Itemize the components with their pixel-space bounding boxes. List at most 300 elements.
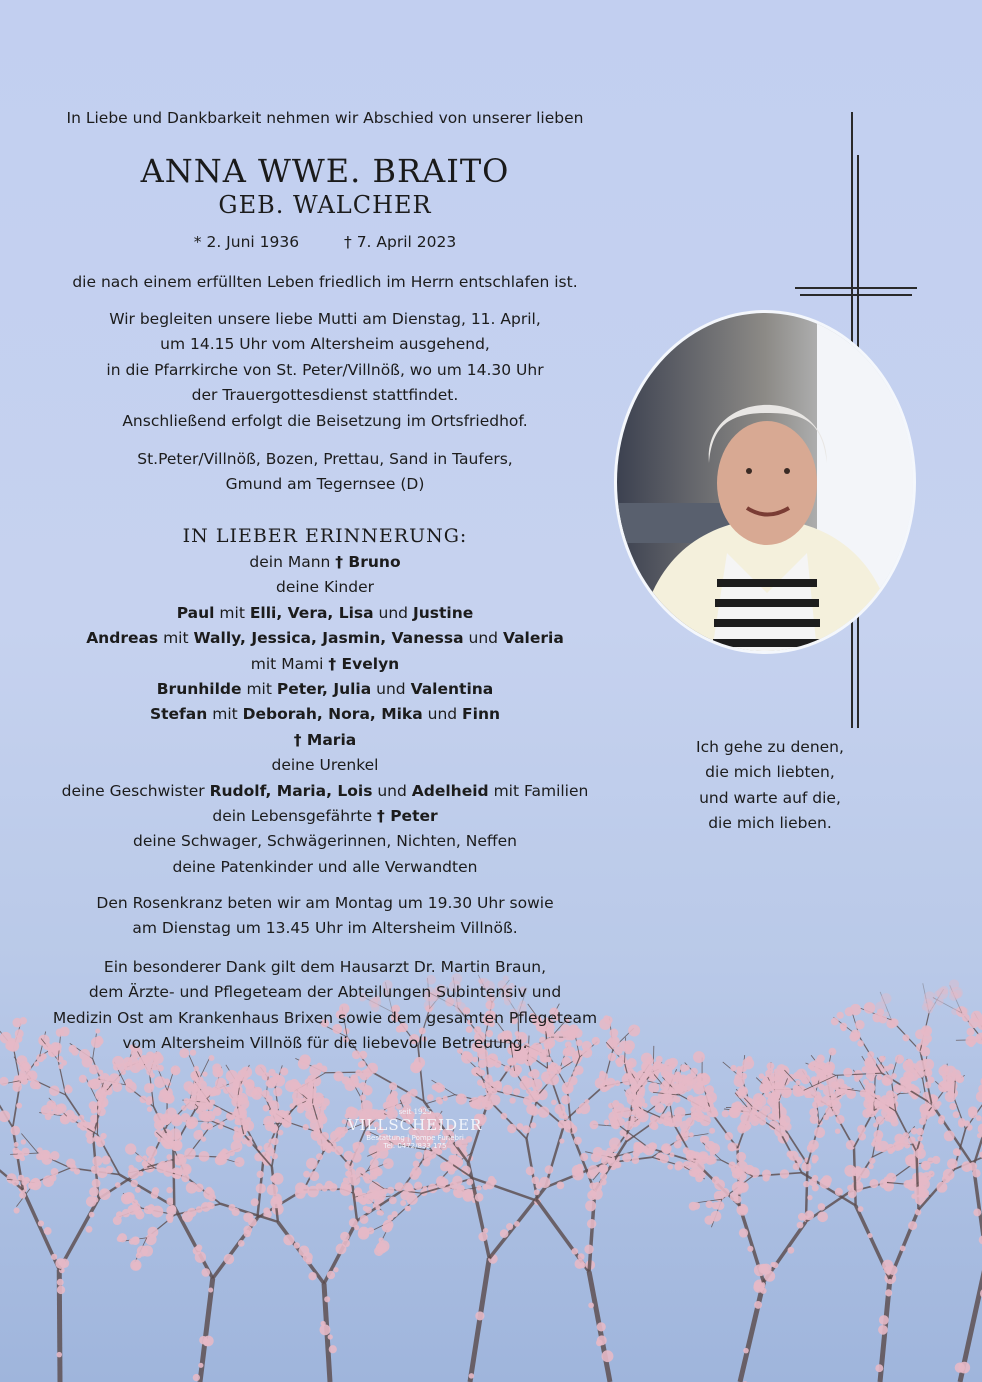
blossom bbox=[125, 1143, 136, 1154]
blossom bbox=[212, 1063, 221, 1072]
blossom bbox=[238, 1240, 245, 1247]
family-line: deine Geschwister Rudolf, Maria, Lois und Adelheid mit Familien bbox=[61, 781, 589, 800]
blossom bbox=[736, 1071, 741, 1076]
blossom bbox=[494, 1060, 502, 1068]
blossom bbox=[320, 1132, 329, 1141]
family-line: dein Mann † Bruno bbox=[249, 553, 401, 571]
blossom bbox=[494, 1080, 502, 1088]
blossom bbox=[387, 1187, 394, 1194]
blossom bbox=[343, 1177, 348, 1182]
blossom bbox=[415, 1152, 423, 1160]
blossom bbox=[164, 1078, 170, 1084]
blossom bbox=[712, 1176, 720, 1184]
blossom bbox=[358, 1061, 364, 1067]
blossom bbox=[172, 1140, 183, 1151]
blossom bbox=[374, 1186, 385, 1197]
blossom bbox=[704, 1106, 710, 1112]
blossom bbox=[301, 1084, 307, 1090]
blossom bbox=[891, 1119, 899, 1127]
blossom bbox=[837, 1012, 844, 1019]
blossom bbox=[200, 1088, 210, 1098]
blossom bbox=[609, 1137, 621, 1149]
blossom bbox=[305, 1087, 316, 1098]
blossom bbox=[580, 1262, 586, 1268]
blossom bbox=[848, 1189, 857, 1198]
blossom bbox=[95, 1089, 107, 1101]
blossom bbox=[779, 1115, 790, 1126]
blossom bbox=[377, 1210, 382, 1215]
blossom bbox=[975, 1033, 982, 1045]
blossom bbox=[572, 1165, 584, 1177]
blossom bbox=[574, 1137, 582, 1145]
blossom bbox=[12, 1179, 19, 1186]
blossom bbox=[662, 1145, 671, 1154]
blossom bbox=[609, 1036, 620, 1047]
blossom bbox=[888, 1064, 894, 1070]
blossom bbox=[868, 1164, 873, 1169]
portrait-illustration bbox=[617, 313, 913, 651]
blossom bbox=[921, 1025, 932, 1036]
blossom bbox=[138, 1171, 143, 1176]
blossom bbox=[406, 1184, 413, 1191]
blossom bbox=[807, 1195, 812, 1200]
blossom bbox=[125, 1079, 133, 1087]
blossom bbox=[197, 1130, 202, 1135]
blossom bbox=[622, 1153, 631, 1162]
blossom bbox=[938, 1066, 949, 1077]
blossom bbox=[832, 1081, 839, 1088]
blossom bbox=[92, 1156, 102, 1166]
blossom bbox=[131, 1236, 140, 1245]
blossom bbox=[689, 1202, 698, 1211]
blossom bbox=[20, 1017, 27, 1024]
blossom bbox=[128, 1167, 140, 1179]
branch bbox=[753, 1173, 802, 1176]
blossom bbox=[943, 1169, 955, 1181]
blossom bbox=[410, 1170, 420, 1180]
blossom bbox=[303, 1124, 309, 1130]
blossom bbox=[181, 1105, 187, 1111]
blossom bbox=[202, 1071, 207, 1076]
quote-line: und warte auf die, bbox=[699, 788, 841, 807]
branch bbox=[740, 1282, 764, 1382]
funeral-info bbox=[40, 307, 610, 434]
blossom bbox=[215, 1078, 227, 1090]
blossom bbox=[93, 1197, 99, 1203]
blossom bbox=[932, 1156, 940, 1164]
blossom bbox=[928, 1171, 935, 1178]
intro-text: In Liebe und Dankbarkeit nehmen wir Abschied von unserer lieben bbox=[66, 109, 584, 127]
blossom bbox=[256, 1183, 266, 1193]
blossom bbox=[860, 1089, 868, 1097]
funeral-line: Anschließend erfolgt die Beisetzung im Ortsfriedhof. bbox=[122, 411, 528, 430]
blossom bbox=[257, 1171, 264, 1178]
blossom bbox=[780, 1169, 789, 1178]
blossom bbox=[200, 1111, 211, 1122]
blossom bbox=[266, 1079, 276, 1089]
blossom bbox=[450, 1181, 458, 1189]
blossom bbox=[526, 1166, 535, 1175]
blossom bbox=[113, 1216, 122, 1225]
blossom bbox=[298, 1058, 310, 1070]
blossom bbox=[725, 1132, 733, 1140]
blossom bbox=[193, 1374, 200, 1381]
blossom bbox=[867, 1233, 872, 1238]
blossom bbox=[900, 1246, 906, 1252]
blossom bbox=[684, 1065, 690, 1071]
blossom bbox=[752, 1105, 758, 1111]
blossom bbox=[360, 1215, 369, 1224]
blossom bbox=[812, 1155, 819, 1162]
blossom bbox=[859, 1168, 870, 1179]
blossom bbox=[193, 1076, 198, 1081]
blossom bbox=[926, 1007, 933, 1014]
blossom bbox=[349, 1174, 361, 1186]
blossom bbox=[705, 1092, 717, 1104]
life-dates bbox=[40, 233, 610, 251]
blossom bbox=[788, 1247, 795, 1254]
blossom bbox=[151, 1062, 159, 1070]
blossom bbox=[118, 1233, 127, 1242]
blossom bbox=[199, 1151, 210, 1162]
blossom bbox=[469, 1373, 475, 1379]
blossom bbox=[903, 1132, 910, 1139]
blossom bbox=[968, 1162, 977, 1171]
blossom bbox=[89, 1101, 98, 1110]
blossom bbox=[15, 1029, 24, 1038]
blossom bbox=[559, 1138, 564, 1143]
blossom bbox=[316, 1108, 324, 1116]
blossom bbox=[949, 1103, 956, 1110]
blossom bbox=[62, 1113, 69, 1120]
blossom bbox=[955, 1150, 961, 1156]
blossom bbox=[916, 1128, 924, 1136]
blossom bbox=[649, 1121, 657, 1129]
blossom bbox=[745, 1165, 755, 1175]
blossom bbox=[154, 1120, 164, 1130]
blossom bbox=[915, 1148, 926, 1159]
death-date: † 7. April 2023 bbox=[344, 233, 457, 251]
blossom bbox=[934, 991, 940, 997]
blossom bbox=[51, 1168, 59, 1176]
blossom bbox=[506, 1223, 513, 1230]
blossom bbox=[924, 1069, 931, 1076]
blossom bbox=[910, 1181, 917, 1188]
thanks-line: Ein besonderer Dank gilt dem Hausarzt Dr. Martin Braun, bbox=[103, 958, 547, 976]
blossom bbox=[705, 1141, 716, 1152]
blossom bbox=[869, 1179, 878, 1188]
blossom bbox=[236, 1107, 247, 1118]
blossom bbox=[921, 1110, 931, 1120]
blossom bbox=[74, 1116, 79, 1121]
blossom bbox=[967, 1028, 975, 1036]
blossom bbox=[829, 1048, 837, 1056]
blossom bbox=[365, 1089, 371, 1095]
blossom bbox=[736, 1171, 746, 1181]
blossom bbox=[196, 1206, 203, 1213]
blossom bbox=[545, 1165, 554, 1174]
blossom bbox=[772, 1262, 778, 1268]
blossom bbox=[546, 1057, 552, 1063]
blossom bbox=[142, 1155, 147, 1160]
blossom bbox=[597, 1322, 606, 1331]
blossom bbox=[36, 1153, 43, 1160]
blossom bbox=[754, 1301, 762, 1309]
blossom bbox=[593, 1182, 602, 1191]
family-line: deine Kinder bbox=[275, 578, 374, 597]
blossom bbox=[147, 1227, 158, 1238]
blossom bbox=[171, 1065, 181, 1075]
quote-line: Ich gehe zu denen, bbox=[696, 738, 844, 756]
blossom bbox=[376, 1243, 387, 1254]
blossom bbox=[171, 1114, 181, 1124]
funeral-line: der Trauergottesdienst stattfindet. bbox=[191, 386, 459, 405]
blossom bbox=[273, 1087, 282, 1096]
blossom bbox=[833, 1108, 840, 1115]
blossom bbox=[735, 1101, 741, 1107]
blossom bbox=[530, 1122, 536, 1128]
blossom bbox=[874, 1098, 886, 1110]
blossom bbox=[854, 1076, 860, 1082]
blossom bbox=[840, 1084, 848, 1092]
blossom bbox=[101, 1188, 106, 1193]
blossom bbox=[675, 1161, 684, 1170]
quote-line: die mich lieben. bbox=[708, 814, 832, 833]
blossom bbox=[940, 986, 949, 995]
blossom bbox=[243, 1125, 249, 1131]
blossom bbox=[729, 1108, 739, 1118]
blossom bbox=[640, 1078, 648, 1086]
family-line: deine Patenkinder und alle Verwandten bbox=[172, 857, 478, 876]
blossom bbox=[866, 1106, 877, 1117]
thanks-line: Medizin Ost am Krankenhaus Brixen sowie dem gesamten Pflegeteam bbox=[52, 1008, 598, 1027]
blossom bbox=[818, 1084, 824, 1090]
blossom bbox=[667, 1164, 673, 1170]
blossom bbox=[16, 1103, 22, 1109]
blossom bbox=[271, 1138, 278, 1145]
blossom bbox=[531, 1177, 539, 1185]
blossom bbox=[375, 1205, 380, 1210]
maiden-name: GEB. WALCHER bbox=[218, 191, 432, 219]
blossom bbox=[436, 1097, 442, 1103]
places-line: Gmund am Tegernsee (D) bbox=[225, 475, 425, 494]
blossom bbox=[509, 1067, 520, 1078]
blossom bbox=[895, 1054, 904, 1063]
blossom bbox=[201, 1202, 211, 1212]
blossom bbox=[595, 1078, 606, 1089]
blossom bbox=[248, 1214, 253, 1219]
blossom bbox=[206, 1187, 213, 1194]
blossom bbox=[106, 1076, 113, 1083]
blossom bbox=[693, 1051, 705, 1063]
blossom bbox=[621, 1107, 632, 1118]
blossom bbox=[739, 1228, 748, 1237]
blossom bbox=[841, 1025, 847, 1031]
blossom bbox=[504, 1065, 511, 1072]
blossom bbox=[86, 1226, 93, 1233]
blossom bbox=[639, 1087, 645, 1093]
blossom bbox=[328, 1334, 333, 1339]
blossom bbox=[888, 1265, 898, 1275]
blossom bbox=[604, 1120, 610, 1126]
blossom bbox=[580, 1153, 588, 1161]
places bbox=[40, 447, 610, 498]
blossom bbox=[664, 1072, 673, 1081]
blossom bbox=[166, 1187, 172, 1193]
blossom bbox=[876, 1116, 885, 1125]
blossom bbox=[964, 1120, 970, 1126]
blossom bbox=[92, 1179, 101, 1188]
blossom bbox=[282, 1118, 292, 1128]
blossom bbox=[587, 1170, 596, 1179]
blossom bbox=[585, 1200, 596, 1211]
blossom bbox=[14, 1208, 20, 1214]
blossom bbox=[606, 1078, 616, 1088]
blossom bbox=[571, 1248, 578, 1255]
blossom bbox=[306, 1258, 313, 1265]
places-line: St.Peter/Villnöß, Bozen, Prettau, Sand in Taufers, bbox=[137, 450, 513, 468]
blossom bbox=[283, 1234, 294, 1245]
blossom bbox=[146, 1069, 153, 1076]
blossom bbox=[422, 1186, 427, 1191]
blossom bbox=[413, 1161, 420, 1168]
blossom bbox=[91, 1165, 100, 1174]
blossom bbox=[662, 1093, 672, 1103]
blossom bbox=[534, 1189, 540, 1195]
blossom bbox=[669, 1152, 674, 1157]
blossom bbox=[209, 1099, 215, 1105]
blossom bbox=[169, 1128, 181, 1140]
blossom bbox=[406, 1091, 411, 1096]
blossom bbox=[561, 1095, 570, 1104]
blossom bbox=[514, 1221, 520, 1227]
blossom bbox=[102, 1155, 111, 1164]
blossom bbox=[590, 1120, 599, 1129]
blossom bbox=[251, 1198, 259, 1206]
blossom bbox=[115, 1182, 121, 1188]
family-section bbox=[40, 522, 610, 880]
blossom bbox=[400, 1200, 406, 1206]
blossom bbox=[244, 1079, 254, 1089]
blossom bbox=[845, 1007, 854, 1016]
blossom bbox=[683, 1075, 694, 1086]
blossom bbox=[135, 1155, 142, 1162]
blossom bbox=[730, 1065, 736, 1071]
blossom bbox=[135, 1187, 141, 1193]
blossom bbox=[584, 1099, 589, 1104]
blossom bbox=[436, 1086, 443, 1093]
blossom bbox=[265, 1121, 275, 1131]
blossom bbox=[804, 1090, 810, 1096]
blossom bbox=[831, 1018, 839, 1026]
blossom bbox=[19, 1192, 26, 1199]
blossom bbox=[360, 1095, 366, 1101]
blossom bbox=[306, 1158, 318, 1170]
blossom bbox=[246, 1140, 253, 1147]
blossom bbox=[175, 1159, 181, 1165]
blossom bbox=[270, 1175, 277, 1182]
blossom bbox=[855, 1020, 865, 1030]
blossom bbox=[310, 1119, 321, 1130]
blossom bbox=[675, 1072, 681, 1078]
family-line: Brunhilde mit Peter, Julia und Valentina bbox=[156, 680, 494, 699]
blossom bbox=[507, 1124, 516, 1133]
blossom bbox=[280, 1067, 288, 1075]
blossom bbox=[836, 1115, 845, 1124]
blossom bbox=[553, 1066, 562, 1075]
blossom bbox=[530, 1069, 540, 1079]
blossom bbox=[234, 1126, 239, 1131]
blossom bbox=[255, 1064, 266, 1075]
blossom bbox=[727, 1142, 736, 1151]
blossom bbox=[193, 1247, 201, 1255]
blossom bbox=[233, 1097, 240, 1104]
blossom bbox=[764, 1271, 775, 1282]
blossom bbox=[6, 1040, 17, 1051]
blossom bbox=[624, 1121, 633, 1130]
blossom bbox=[50, 1151, 59, 1160]
blossom bbox=[674, 1141, 682, 1149]
blossom bbox=[324, 1296, 330, 1302]
blossom bbox=[263, 1105, 270, 1112]
blossom bbox=[233, 1111, 238, 1116]
blossom bbox=[809, 1061, 819, 1071]
blossom bbox=[309, 1171, 319, 1181]
blossom bbox=[740, 1065, 747, 1072]
logo-tagline: Bestattung | Pompe Funebri bbox=[366, 1134, 464, 1142]
blossom bbox=[734, 1195, 742, 1203]
blossom bbox=[201, 1137, 206, 1142]
blossom bbox=[395, 1182, 404, 1191]
blossom bbox=[327, 1271, 335, 1279]
rosary-line: am Dienstag um 13.45 Uhr im Altersheim Villnöß. bbox=[132, 919, 518, 938]
blossom bbox=[57, 1056, 64, 1063]
blossom bbox=[705, 1155, 715, 1165]
blossom bbox=[227, 1086, 233, 1092]
blossom bbox=[767, 1068, 773, 1074]
blossom bbox=[423, 1149, 430, 1156]
family-line: Stefan mit Deborah, Nora, Mika und Finn bbox=[149, 705, 501, 724]
blossom bbox=[568, 1076, 577, 1085]
blossom bbox=[944, 1130, 955, 1141]
blossom bbox=[538, 1106, 549, 1117]
blossom bbox=[265, 1147, 274, 1156]
blossom bbox=[749, 1110, 758, 1119]
blossom bbox=[340, 1184, 352, 1196]
blossom bbox=[218, 1124, 223, 1129]
blossom bbox=[709, 1128, 715, 1134]
blossom bbox=[235, 1119, 241, 1125]
blossom bbox=[616, 1060, 623, 1067]
blossom bbox=[500, 1229, 509, 1238]
blossom bbox=[93, 1136, 100, 1143]
blossom bbox=[978, 1124, 982, 1135]
blossom bbox=[21, 1139, 26, 1144]
blossom bbox=[671, 1116, 682, 1127]
blossom bbox=[900, 1081, 912, 1093]
blossom bbox=[869, 1157, 876, 1164]
blossom bbox=[698, 1105, 703, 1110]
blossom bbox=[49, 1086, 60, 1097]
quote-line: die mich liebten, bbox=[705, 763, 835, 782]
blossom bbox=[142, 1245, 153, 1256]
blossom bbox=[152, 1187, 159, 1194]
blossom bbox=[909, 1136, 916, 1143]
blossom bbox=[502, 1085, 512, 1095]
blossom bbox=[774, 1126, 785, 1137]
blossom bbox=[624, 1040, 635, 1051]
funeral-line: Wir begleiten unsere liebe Mutti am Dienstag, 11. April, bbox=[109, 310, 541, 328]
